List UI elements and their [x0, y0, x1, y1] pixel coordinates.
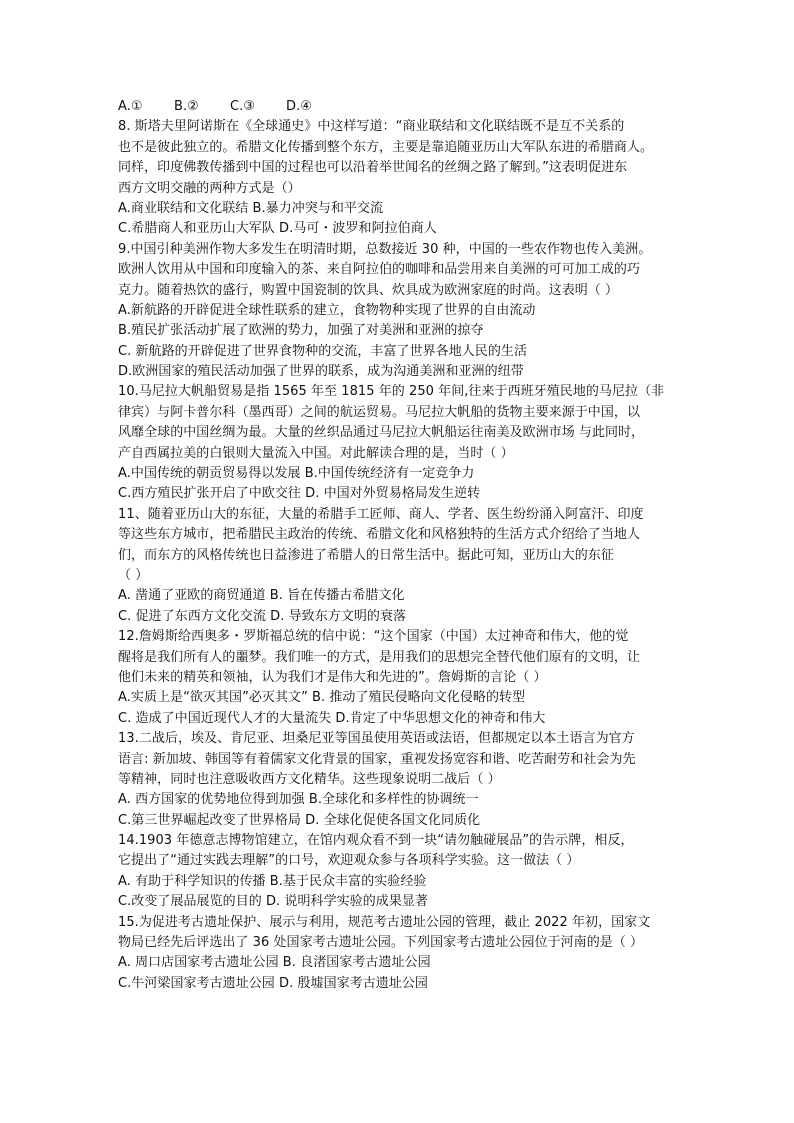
- q10-stem-line: 产自西属拉美的白银则大量流入中国。对此解读合理的是，当时（ ）: [118, 445, 514, 461]
- q9-option-d: D.欧洲国家的殖民活动加强了世界的联系，成为沟通美洲和亚洲的纽带: [118, 364, 524, 380]
- q8-option-line: A.商业联结和文化联结 B.暴力冲突与和平交流: [118, 200, 384, 216]
- q9-stem-line: 欧洲人饮用从中国和印度输入的茶、来自阿拉伯的咖啡和品尝用来自美洲的可可加工成的巧: [118, 262, 641, 278]
- q13-option-line: C.第三世界崛起改变了世界格局 D. 全球化促使各国文化同质化: [118, 812, 481, 828]
- q11-option-line: A. 凿通了亚欧的商贸通道 B. 旨在传播古希腊文化: [118, 588, 405, 604]
- q14-stem-line: 它提出了“通过实践去理解”的口号，欢迎观众参与各项科学实验。这一做法（ ）: [118, 853, 580, 869]
- q15-stem-line: 15.为促进考古遗址保护、展示与利用，规范考古遗址公园的管理，截止 2022 年初，国家文: [118, 914, 651, 930]
- q10-stem-line: 风靡全球的中国丝绸为最。大量的丝织品通过马尼拉大帆船运往南美及欧洲市场 与此同时，: [118, 425, 645, 441]
- q10-option-line: A.中国传统的朝贡贸易得以发展 B.中国传统经济有一定竞争力: [118, 466, 475, 482]
- q11-stem-line: 们，而东方的风格传统也日益渗进了希腊人的日常生活中。据此可知，亚历山大的东征: [118, 547, 614, 563]
- q9-option-a: A.新航路的开辟促进全球性联系的建立，食物物种实现了世界的自由流动: [118, 302, 536, 318]
- q13-stem-line: 等精神，同时也注意吸收西方文化精华。这些现象说明二战后（ ）: [118, 771, 501, 787]
- q8-stem-line: 西方文明交融的两种方式是（）: [118, 180, 301, 196]
- q8-stem-line: 8. 斯塔夫里阿诺斯在《全球通史》中这样写道：“商业联结和文化联结既不是互不关系的: [118, 119, 625, 135]
- q14-option-line: A. 有助于科学知识的传播 B.基于民众丰富的实验经验: [118, 873, 427, 889]
- q12-option-line: A.实质上是“欲灭其国”必灭其文” B. 推动了殖民侵略向文化侵略的转型: [118, 690, 526, 706]
- q9-option-c: C. 新航路的开辟促进了世界食物种的交流，丰富了世界各地人民的生活: [118, 343, 527, 359]
- q12-stem-line: 12.詹姆斯给西奥多・罗斯福总统的信中说：“这个国家（中国）太过神奇和伟大，他的觉: [118, 629, 629, 645]
- q12-stem-line: 醒将是我们所有人的噩梦。我们唯一的方式，是用我们的思想完全替代他们原有的文明，让: [118, 649, 641, 665]
- question-14: [118, 831, 714, 913]
- q8-option-line: C.希腊商人和亚历山大军队 D.马可・波罗和阿拉伯商人: [118, 221, 437, 237]
- q11-stem-line: （ ）: [118, 567, 149, 583]
- q7-option-a: A.①: [118, 99, 143, 114]
- q12-option-line: C. 造成了中国近现代人才的大量流失 D.肯定了中华思想文化的神奇和伟大: [118, 710, 546, 726]
- q15-option-line: C.牛河梁国家考古遗址公园 D. 殷墟国家考古遗址公园: [118, 975, 428, 991]
- q10-stem-line: 律宾）与阿卡普尔科（墨西哥）之间的航运贸易。马尼拉大帆船的货物主要来源于中国，以: [118, 404, 641, 420]
- q8-stem-line: 同样，印度佛教传播到中国的过程也可以沿着举世闻名的丝绸之路了解到。”这表明促进东: [118, 160, 628, 176]
- question-10: [118, 382, 714, 504]
- q7-options: [118, 97, 714, 117]
- q11-stem-line: 等这些东方城市，把希腊民主政治的传统、希腊文化和风格独特的生活方式介绍给了当地人: [118, 527, 641, 543]
- q7-option-b: B.②: [174, 99, 199, 114]
- question-8: [118, 117, 714, 239]
- q9-option-b: B.殖民扩张活动扩展了欧洲的势力，加强了对美洲和亚洲的掠夺: [118, 323, 484, 339]
- q10-option-line: C.西方殖民扩张开启了中欧交往 D. 中国对外贸易格局发生逆转: [118, 486, 481, 502]
- question-13: [118, 729, 714, 831]
- q11-stem-line: 11、随着亚历山大的东征，大量的希腊手工匠师、商人、学者、医生纷纷涌入阿富汗、印度: [118, 506, 644, 522]
- q15-stem-line: 物局已经先后评选出了 36 处国家考古遗址公园。下列国家考古遗址公园位于河南的是（ ）: [118, 935, 644, 951]
- q8-stem-line: 也不是彼此独立的。希腊文化传播到整个东方，主要是靠追随亚历山大军队东进的希腊商人。: [118, 139, 654, 155]
- q9-stem-line: 克力。随着热饮的盛行，购置中国瓷制的饮具、炊具成为欧洲家庭的时尚。这表明（ ）: [118, 282, 619, 298]
- q7-option-c: C.③: [230, 99, 256, 114]
- question-12: [118, 627, 714, 729]
- q7-option-d: D.④: [286, 99, 312, 114]
- q13-option-line: A. 西方国家的优势地位得到加强 B.全球化和多样性的协调统一: [118, 792, 479, 808]
- q12-stem-line: 他们未来的精英和领袖，认为我们才是伟大和先进的”。詹姆斯的言论（ ）: [118, 669, 547, 685]
- question-9: [118, 240, 714, 383]
- q9-stem-line: 9.中国引种美洲作物大多发生在明清时期，总数接近 30 种，中国的一些农作物也传入美洲。: [118, 241, 652, 257]
- q11-option-line: C. 促进了东西方文化交流 D. 导致东方文明的衰落: [118, 608, 407, 624]
- q13-stem-line: 语言: 新加坡、韩国等有着儒家文化背景的国家，重视发扬宽容和谐、吃苦耐劳和社会为先: [118, 751, 636, 767]
- question-11: [118, 505, 714, 627]
- question-15: [118, 913, 714, 995]
- q15-option-line: A. 周口店国家考古遗址公园 B. 良渚国家考古遗址公园: [118, 955, 431, 971]
- q13-stem-line: 13.二战后，埃及、肯尼亚、坦桑尼亚等国虽使用英语或法语，但都规定以本土语言为官方: [118, 731, 635, 747]
- q14-stem-line: 14.1903 年德意志博物馆建立，在馆内观众看不到一块“请勿触碰展品”的告示牌，相反，: [118, 833, 634, 849]
- q14-option-line: C.改变了展品展览的目的 D. 说明科学实验的成果显著: [118, 894, 428, 910]
- q10-stem-line: 10.马尼拉大帆船贸易是指 1565 年至 1815 年的 250 年间,往来于西班牙殖民地的马尼拉（非: [118, 384, 665, 400]
